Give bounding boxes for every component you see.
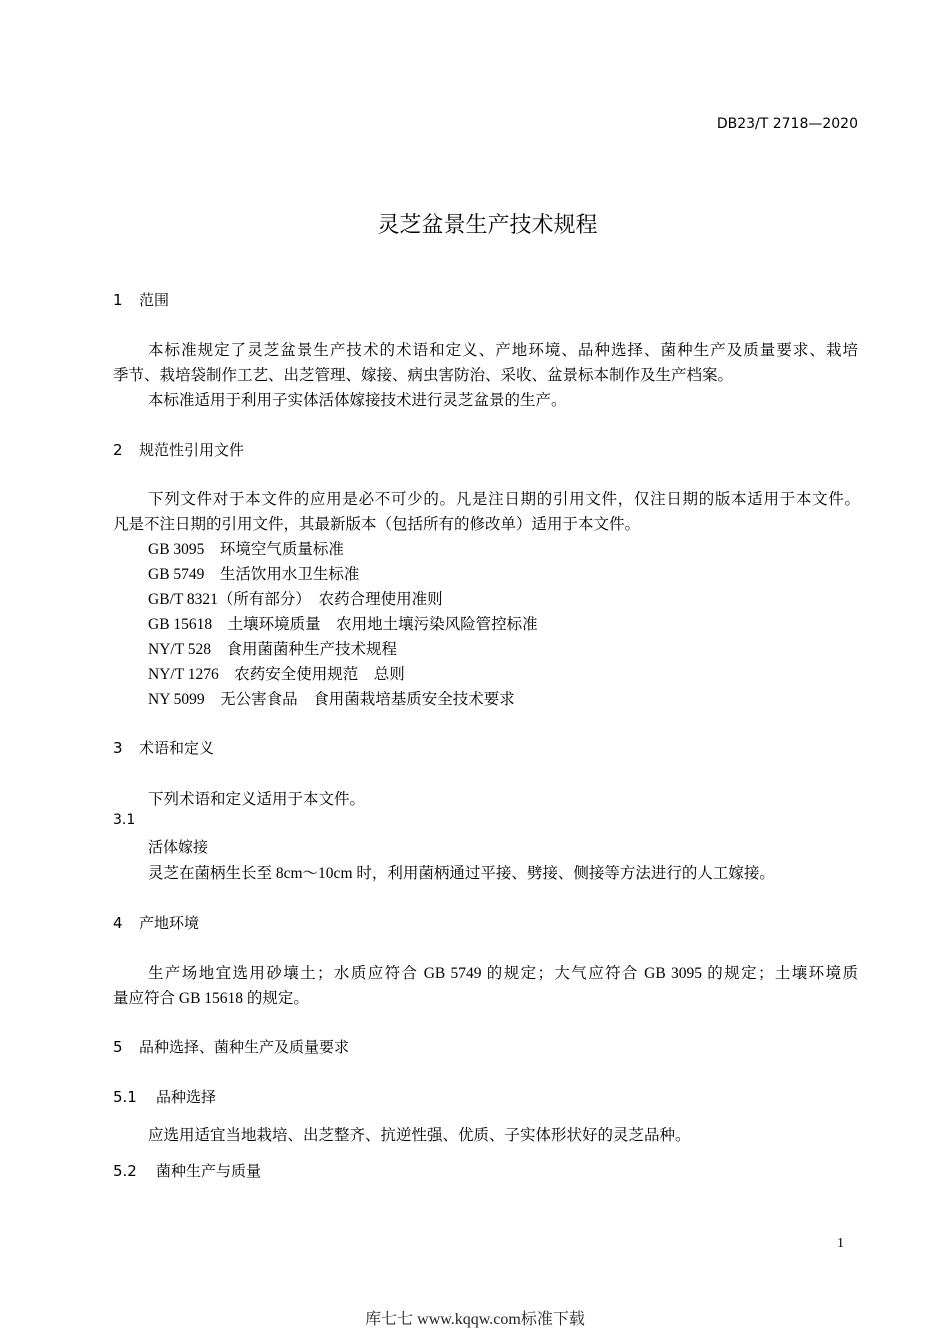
section-3-heading [113,737,214,758]
paragraph: 本标准适用于利用子实体活体嫁接技术进行灵芝盆景的生产。 [148,392,567,409]
term-definition: 灵芝在菌柄生长至 8cm～10cm 时，利用菌柄通过平接、劈接、侧接等方法进行的人工嫁接。 [148,865,775,882]
reference-item: GB 3095 环境空气质量标准 [148,541,344,558]
subsection-number: 5.2 [113,1162,137,1180]
section-title: 品种选择、菌种生产及质量要求 [139,1038,350,1056]
subsection-5-2-heading [113,1160,261,1181]
section-number: 3 [113,739,123,757]
paragraph: 下列术语和定义适用于本文件。 [148,791,366,808]
paragraph-line: 下列文件对于本文件的应用是必不可少的。凡是注日期的引用文件，仅注日期的版本适用于本文件。 [148,491,860,508]
reference-item: NY 5099 无公害食品 食用菌栽培基质安全技术要求 [148,691,515,708]
subsection-5-1-heading [113,1086,216,1107]
section-title: 规范性引用文件 [139,441,245,459]
section-number: 2 [113,441,123,459]
section-title: 范围 [139,291,170,309]
reference-item: GB 5749 生活饮用水卫生标准 [148,566,360,583]
subsection-title: 菌种生产与质量 [156,1162,262,1180]
paragraph-line: 本标准规定了灵芝盆景生产技术的术语和定义、产地环境、品种选择、菌种生产及质量要求、栽培 [148,342,858,359]
section-number: 1 [113,291,123,309]
page-title: 灵芝盆景生产技术规程 [377,213,598,238]
section-number: 5 [113,1038,123,1056]
footer-watermark: 库七七 www.kqqw.com标准下载 [365,1311,585,1328]
term-name: 活体嫁接 [148,838,209,856]
paragraph: 应选用适宜当地栽培、出芝整齐、抗逆性强、优质、子实体形状好的灵芝品种。 [148,1127,691,1144]
section-title: 术语和定义 [139,739,215,757]
term-number: 3.1 [113,812,136,828]
reference-item: NY/T 1276 农药安全使用规范 总则 [148,666,405,683]
reference-item: NY/T 528 食用菌菌种生产技术规程 [148,641,398,658]
paragraph-line: 季节、栽培袋制作工艺、出芝管理、嫁接、病虫害防治、采收、盆景标本制作及生产档案。 [113,367,734,384]
reference-item: GB/T 8321（所有部分） 农药合理使用准则 [148,591,443,608]
section-1-heading [113,289,169,310]
section-4-heading [113,912,199,933]
reference-item: GB 15618 土壤环境质量 农用地土壤污染风险管控标准 [148,616,538,633]
paragraph-line: 量应符合 GB 15618 的规定。 [113,990,309,1007]
section-2-heading [113,439,244,460]
section-5-heading [113,1036,349,1057]
subsection-title: 品种选择 [156,1088,217,1106]
paragraph-line: 生产场地宜选用砂壤土；水质应符合 GB 5749 的规定；大气应符合 GB 3095 的规定；土壤环境质 [148,965,858,982]
section-title: 产地环境 [139,914,200,932]
section-number: 4 [113,914,123,932]
page-number: 1 [837,1236,844,1251]
document-number: DB23/T 2718—2020 [716,116,858,132]
subsection-number: 5.1 [113,1088,137,1106]
paragraph-line: 凡是不注日期的引用文件，其最新版本（包括所有的修改单）适用于本文件。 [113,516,641,533]
